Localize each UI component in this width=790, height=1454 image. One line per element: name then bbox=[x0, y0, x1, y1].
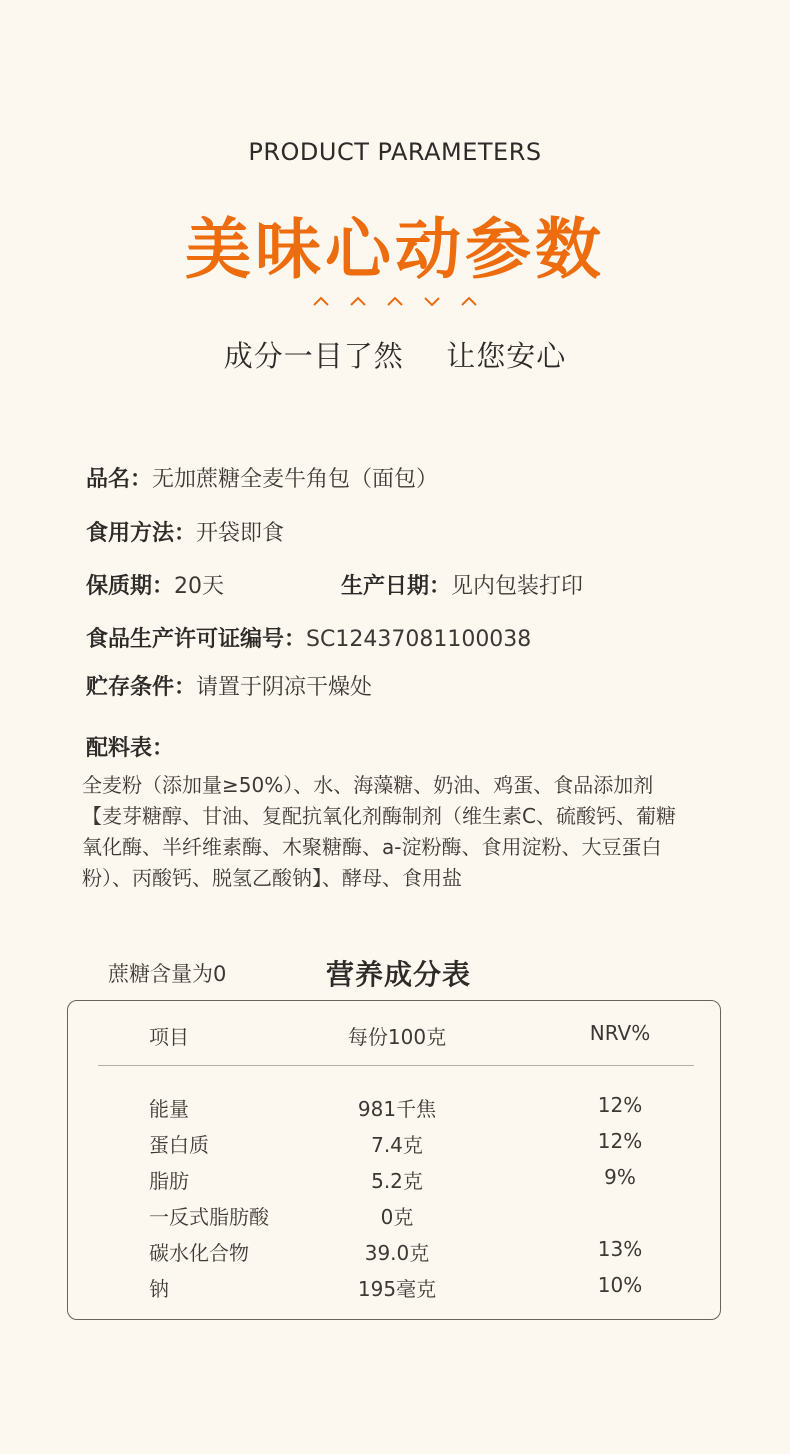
param-license-value: SC12437081100038 bbox=[306, 627, 532, 652]
chevron-up-icon bbox=[460, 295, 478, 307]
nutrition-row-amount: 195毫克 bbox=[357, 1277, 437, 1301]
param-name-value: 无加蔗糖全麦牛角包（面包） bbox=[152, 467, 439, 492]
chevron-row bbox=[0, 290, 790, 316]
param-name bbox=[86, 462, 438, 493]
param-storage-value: 请置于阴凉干燥处 bbox=[196, 675, 373, 700]
ingredients-list bbox=[82, 770, 722, 894]
nutrition-header-nrv: NRV% bbox=[589, 1021, 651, 1045]
page-title: 美味心动参数 bbox=[185, 211, 605, 288]
param-date-label: 生产日期： bbox=[341, 574, 452, 599]
param-storage bbox=[86, 670, 372, 701]
param-date-value: 见内包装打印 bbox=[451, 574, 584, 599]
ingredients-line: 全麦粉（添加量≥50%）、水、海藻糖、奶油、鸡蛋、食品添加剂 bbox=[82, 773, 654, 797]
nutrition-row-name: 钠 bbox=[149, 1277, 169, 1301]
nutrition-row-nrv: 12% bbox=[597, 1129, 643, 1153]
nutrition-row-amount: 0克 bbox=[380, 1205, 414, 1229]
param-license bbox=[86, 622, 531, 653]
ingredients-heading bbox=[86, 731, 174, 762]
param-name-label: 品名： bbox=[86, 467, 153, 492]
ingredients-line: 氧化酶、半纤维素酶、木聚糖酶、a-淀粉酶、食用淀粉、大豆蛋白 bbox=[82, 835, 662, 859]
param-usage bbox=[86, 516, 284, 547]
nutrition-title: 营养成分表 bbox=[326, 958, 472, 991]
tagline bbox=[0, 334, 790, 375]
nutrition-row-amount: 7.4克 bbox=[371, 1133, 423, 1157]
nutrition-row-name: 脂肪 bbox=[149, 1169, 189, 1193]
ingredients-line: 粉）、丙酸钙、脱氢乙酸钠】、酵母、食用盐 bbox=[82, 866, 462, 890]
nutrition-row-name: 碳水化合物 bbox=[149, 1241, 249, 1265]
nutrition-header-item: 项目 bbox=[149, 1025, 189, 1049]
param-production-date bbox=[341, 569, 583, 600]
param-shelf-life bbox=[86, 569, 224, 600]
nutrition-table bbox=[67, 1000, 721, 1320]
ingredients-label: 配料表： bbox=[86, 736, 175, 761]
subtitle-en: PRODUCT PARAMETERS bbox=[248, 138, 542, 166]
chevron-up-icon bbox=[312, 295, 330, 307]
sugar-note: 蔗糖含量为0 bbox=[108, 962, 227, 986]
nutrition-row-amount: 39.0克 bbox=[364, 1241, 430, 1265]
param-shelf-label: 保质期： bbox=[86, 574, 175, 599]
param-storage-label: 贮存条件： bbox=[86, 675, 197, 700]
nutrition-row-amount: 981千焦 bbox=[357, 1097, 437, 1121]
chevron-up-icon bbox=[386, 295, 404, 307]
nutrition-row-name: 蛋白质 bbox=[149, 1133, 209, 1157]
nutrition-row-name: 能量 bbox=[149, 1097, 189, 1121]
tagline-left: 成分一目了然 bbox=[223, 339, 404, 373]
param-usage-label: 食用方法： bbox=[86, 521, 197, 546]
nutrition-row-nrv: 12% bbox=[597, 1093, 643, 1117]
chevron-down-icon bbox=[423, 295, 441, 307]
param-shelf-value: 20天 bbox=[174, 574, 225, 599]
param-license-label: 食品生产许可证编号： bbox=[86, 627, 307, 652]
nutrition-row-nrv: 9% bbox=[604, 1165, 636, 1189]
nutrition-divider bbox=[98, 1065, 694, 1066]
tagline-right: 让您安心 bbox=[446, 339, 567, 373]
ingredients-line: 【麦芽糖醇、甘油、复配抗氧化剂酶制剂（维生素C、硫酸钙、葡糖 bbox=[82, 804, 676, 828]
nutrition-row-nrv: 13% bbox=[597, 1237, 643, 1261]
param-usage-value: 开袋即食 bbox=[196, 521, 285, 546]
nutrition-row-nrv: 10% bbox=[597, 1273, 643, 1297]
nutrition-row-amount: 5.2克 bbox=[371, 1169, 423, 1193]
nutrition-header-per-serving: 每份100克 bbox=[347, 1025, 447, 1049]
nutrition-row-name: 一反式脂肪酸 bbox=[149, 1205, 269, 1229]
chevron-up-icon bbox=[349, 295, 367, 307]
